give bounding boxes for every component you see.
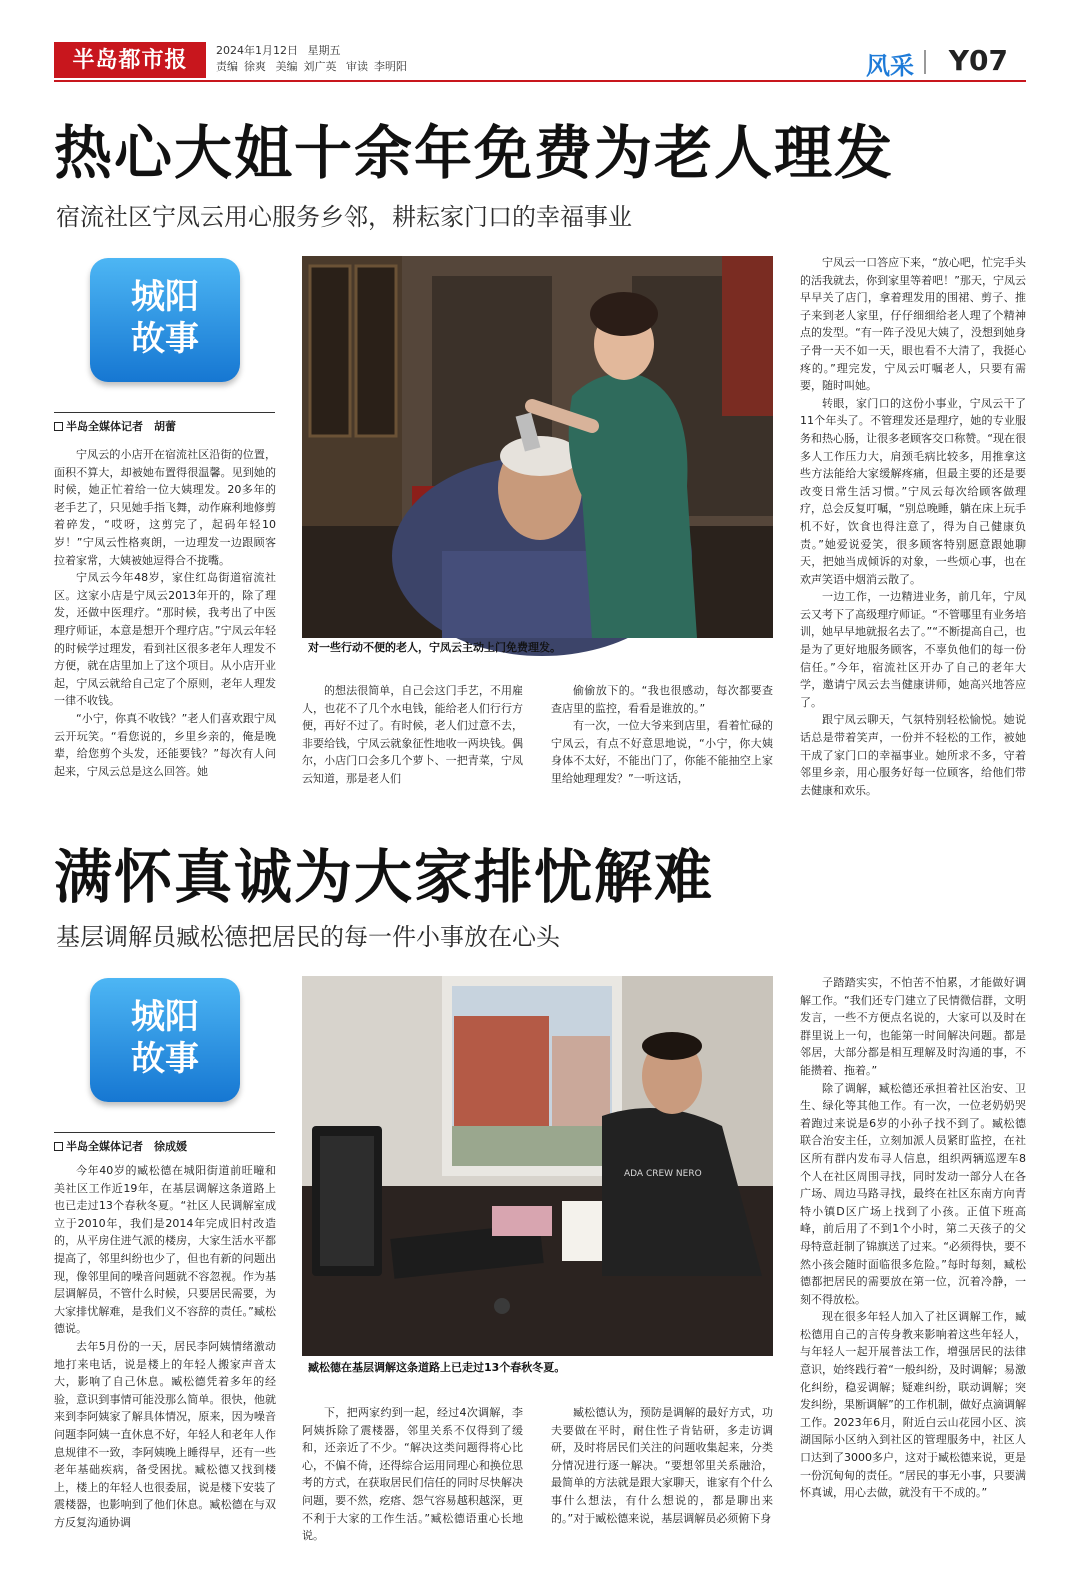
story2-badge — [90, 978, 240, 1102]
issue-date: 2024年1月12日 — [216, 44, 298, 57]
byline-box-icon — [54, 1142, 63, 1151]
badge-line1: 城阳 — [131, 277, 199, 317]
story1-caption: 对一些行动不便的老人，宁凤云主动上门免费理发。 — [308, 641, 561, 654]
story2-byline — [54, 1132, 275, 1155]
paragraph: 下，把两家约到一起，经过4次调解，李阿姨拆除了震楼器，邻里关系不仅得到了缓和，还亲近了不少。“解决这类问题得将心比心，不偏不倚，还得综合运用同理心和换位思考的方式，在获取居民们信任的同时尽快解决问题，要不然，疙瘩、怨气容易越积越深，更不利于大家的工作生活。”臧松德语重心长地说。 — [302, 1406, 523, 1543]
story2-byline-text: 半岛全媒体记者 徐成媛 — [66, 1140, 187, 1153]
paragraph: 一边工作，一边精进业务，前几年，宁凤云又考下了高级理疗师证。“不管哪里有业务培训，她早早地就报名去了。”“不断提高自己，也是为了更好地服务顾客，不辜负他们的每一份信任。”今年，宿流社区开办了自己的老年大学，邀请宁凤云去当健康讲师，她高兴地答应了。 — [800, 590, 1026, 709]
paragraph: 除了调解，臧松德还承担着社区治安、卫生、绿化等其他工作。有一次，一位老奶奶哭着跑过来说是6岁的小孙子找不到了。臧松德联合治安主任，立刻加派人员紧盯监控，在社区所有群内发布寻人信息，组织两辆巡逻车8个人在社区周围寻找，同时发动一部分人在各广场、周边马路寻找，最终在社区东南方向青特小镇D区广场上找到了小孩。正值下班高峰，前后用了不到1个小时，第二天孩子的父母特意赶制了锦旗送了过来。“必须得快，要不然小孩会随时面临很多危险。”每时每刻，臧松德都把居民的需要放在第一位，沉着冷静，一刻不得放松。 — [800, 1081, 1026, 1306]
story2-photo — [302, 976, 773, 1356]
paragraph: 宁凤云一口答应下来，“放心吧，忙完手头的活我就去，你到家里等着吧！”那天，宁凤云早早关了店门，拿着理发用的围裙、剪子、推子来到老人家里，仔仔细细给老人理了个精神点的发型。“有一阵子没见大姨了，没想到她身子骨一天不如一天，眼也看不大清了，我挺心疼的。”理完发，宁凤云叮嘱老人，只要有需要，随时叫她。 — [800, 256, 1026, 393]
designer-name: 刘广英 — [303, 60, 337, 73]
designer-label: 美编 — [275, 60, 298, 73]
editor-name: 徐爽 — [244, 60, 266, 73]
issue-weekday: 星期五 — [307, 44, 341, 57]
paragraph: 子踏踏实实，不怕苦不怕累，才能做好调解工作。“我们还专门建立了民情微信群，文明发言，一些不方便点名说的，大家可以及时在群里说上一句，也能第一时间解决问题。都是邻居，大部分都是相互理解及时沟通的事，不能攒着、拖着。” — [800, 976, 1026, 1077]
paragraph: “小宁，你真不收钱？”老人们喜欢跟宁凤云开玩笑。“看您说的，乡里乡亲的，俺是晚辈，给您剪个头发，还能要钱？”每次有人问起来，宁凤云总是这么回答。她 — [54, 711, 276, 778]
paragraph: 臧松德认为，预防是调解的最好方式，功夫要做在平时，耐住性子肯钻研，多走访调研，及时将居民们关注的问题收集起来，分类分情况进行逐一解决。“要想邻里关系融洽，最简单的方法就是跟大家聊天，谁家有个什么事什么想法，有什么想说的，都是聊出来的。”对于臧松德来说，基层调解员必须俯下身 — [551, 1406, 773, 1525]
paragraph: 有一次，一位大爷来到店里，看着忙碌的宁凤云，有点不好意思地说，“小宁，你大姨身体不太好，不能出门了，你能不能抽空上家里给她理理发？”一听这话， — [551, 719, 773, 785]
story2-caption: 臧松德在基层调解这条道路上已走过13个春秋冬夏。 — [308, 1361, 566, 1374]
badge-line1: 城阳 — [131, 997, 199, 1037]
paragraph: 现在很多年轻人加入了社区调解工作，臧松德用自己的言传身教来影响着这些年轻人，与年轻人一起开展普法工作，增强居民的法律意识，始终践行着“一般纠纷，及时调解；易激化纠纷，稳妥调解；疑难纠纷，联动调解；突发纠纷，果断调解”的工作机制，做好点滴调解工作。2023年6月，附近白云山花园小区、滨湖国际小区纳入到社区的管理服务中，社区人口达到了3000多户，这对于臧松德来说，更是一份沉甸甸的责任。“居民的事无小事，只要满怀真诚，用心去做，就没有干不成的。” — [800, 1310, 1026, 1500]
page-number: Y07 — [948, 44, 1008, 77]
paragraph: 转眼，家门口的这份小事业，宁凤云干了11个年头了。不管理发还是理疗，她的专业服务和热心肠，让很多老顾客交口称赞。“现在很多人工作压力大，肩颈毛病比较多，用推拿这些方法能给大家缓解疼痛，但最主要的还是要改变日常生活习惯。”宁凤云每次给顾客做理疗，总会反复叮嘱，“别总晚睡，躺在床上玩手机不好，饮食也得注意了，得为自己健康负责。”她爱说爱笑，很多顾客特别愿意跟她聊天，把她当成倾诉的对象，一些烦心事，也在欢声笑语中烟消云散了。 — [800, 396, 1026, 586]
badge-line2: 故事 — [131, 319, 199, 359]
proof-label: 审读 — [346, 60, 368, 73]
paragraph: 宁凤云的小店开在宿流社区沿街的位置，面积不算大，却被她布置得很温馨。见到她的时候，她正忙着给一位大姨理发。20多年的老手艺了，只见她手指飞舞，动作麻利地修剪着碎发，“哎呀，这剪完了，起码年轻10岁！”宁凤云性格爽朗，一边理发一边跟顾客拉着家常，大姨被她逗得合不拢嘴。 — [54, 448, 276, 567]
story1-byline — [54, 412, 275, 435]
story2-headline: 满怀真诚为大家排忧解难 — [54, 843, 715, 911]
story2-column-4 — [800, 974, 1026, 1538]
shirt-print-text: ADA CREW NERO — [624, 1169, 702, 1179]
story1-headline: 热心大姐十余年免费为老人理发 — [54, 119, 895, 187]
badge-line2: 故事 — [131, 1039, 199, 1079]
paragraph: 的想法很简单，自己会这门手艺，不用雇人，也花不了几个水电钱，能给老人们行行方便，再好不过了。有时候，老人们过意不去，非要给钱，宁凤云就象征性地收一两块钱。偶尔，小店门口会多几个萝卜、一把青菜，宁凤云知道，那是老人们 — [302, 684, 523, 785]
proof-name: 李明阳 — [374, 60, 407, 73]
story1-column-4 — [800, 254, 1026, 797]
byline-box-icon — [54, 422, 63, 431]
masthead-divider — [924, 50, 926, 74]
mediator-photo-illustration — [302, 976, 773, 1356]
issue-meta — [216, 43, 413, 75]
paragraph: 偷偷放下的。“我也很感动，每次都要查查店里的监控，看看是谁放的。” — [551, 684, 773, 715]
masthead — [54, 42, 1026, 82]
barber-photo-illustration — [302, 256, 773, 638]
paragraph: 去年5月份的一天，居民李阿姨情绪激动地打来电话，说是楼上的年轻人搬家声音太大，影响了自己休息。臧松德凭着多年的经验，意识到事情可能没那么简单。很快，他就来到李阿姨家了解具体情况，原来，因为噪音问题李阿姨一直休息不好，年轻人和老年人作息规律不一致，李阿姨晚上睡得早，还有一些老年基础疾病，备受困扰。臧松德又找到楼上，楼上的年轻人也很委屈，说是楼下安装了震楼器，也影响到了他们休息。臧松德在与双方反复沟通协调 — [54, 1339, 276, 1529]
story2-column-3 — [551, 1404, 773, 1538]
paragraph: 跟宁凤云聊天，气氛特别轻松愉悦。她说话总是带着笑声，一份并不轻松的工作，被她干成了家门口的幸福事业。她所求不多，守着邻里乡亲，用心服务好每一位顾客，给他们带去健康和欢乐。 — [800, 713, 1026, 797]
story1-column-1 — [54, 446, 276, 778]
paragraph: 宁凤云今年48岁，家住红岛街道宿流社区。这家小店是宁凤云2013年开的，除了理发，还做中医理疗。“那时候，我考出了中医理疗师证，本意是想开个理疗店。”宁凤云年轻的时候学过理发，看到社区很多老年人理发不方便，就在店里加上了这个项目。从小店开业起，宁凤云就给自己定了个原则，老年人理发一律不收钱。 — [54, 571, 276, 708]
story2-subhead: 基层调解员臧松德把居民的每一件小事放在心头 — [56, 923, 560, 951]
story1-photo — [302, 256, 773, 638]
story1-subhead: 宿流社区宁凤云用心服务乡邻，耕耘家门口的幸福事业 — [56, 203, 632, 231]
paragraph: 今年40岁的臧松德在城阳街道前旺疃和美社区工作近19年，在基层调解这条道路上也已走过13个春秋冬夏。“社区人民调解室成立于2010年，我们是2014年完成旧村改造的，从平房住进气派的楼房，大家生活水平都提高了，邻里纠纷也少了，但也有新的问题出现，像邻里间的噪音问题就不容忽视。作为基层调解员，不管什么时候，只要居民需要，为大家排忧解难，是我们义不容辞的责任。”臧松德说。 — [54, 1164, 276, 1336]
newspaper-logo: 半岛都市报 — [54, 42, 206, 78]
story1-column-2 — [302, 682, 523, 785]
section-name: 风采 — [866, 52, 914, 80]
story2-column-1 — [54, 1162, 276, 1538]
editor-label: 责编 — [216, 60, 238, 73]
story2-column-2 — [302, 1404, 523, 1543]
story1-byline-text: 半岛全媒体记者 胡蕾 — [66, 420, 176, 433]
story1-column-3 — [551, 682, 773, 785]
story1-badge — [90, 258, 240, 382]
